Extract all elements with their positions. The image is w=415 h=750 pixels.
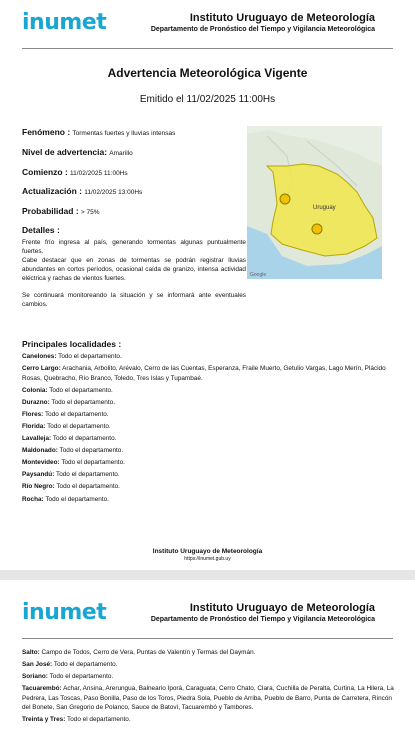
localidad-row	[22, 364, 394, 383]
localidad-text: Todo el departamento.	[44, 410, 109, 418]
page-separator	[0, 570, 415, 580]
details-heading: Detalles :	[22, 225, 60, 235]
probabilidad-label: Probabilidad :	[22, 206, 79, 216]
localidad-row	[22, 482, 394, 492]
document-page-2	[0, 580, 415, 750]
details-p1-text: Frente frío ingresa al país, generando tormentas algunas puntualmente fuertes.	[22, 239, 246, 255]
inumet-logo: inumet	[22, 10, 107, 35]
page-footer	[0, 548, 415, 562]
localidad-text: Todo el departamento.	[58, 353, 122, 360]
details-p3	[22, 291, 246, 309]
localidad-text: Todo el departamento.	[47, 422, 111, 430]
localidad-row	[22, 386, 394, 396]
localidad-dept: Paysandú:	[22, 471, 55, 479]
localidad-text: Todo el departamento.	[49, 673, 114, 681]
org-name: Instituto Uruguayo de Meteorología	[189, 12, 375, 24]
org-name-p2: Instituto Uruguayo de Meteorología	[189, 602, 375, 614]
localidad-text: Todo el departamento.	[56, 471, 120, 479]
document-title: Advertencia Meteorológica Vigente	[107, 66, 308, 80]
localidad-dept: Maldonado:	[22, 447, 58, 455]
localidad-dept: San José:	[22, 661, 53, 669]
field-actualizacion	[22, 186, 142, 196]
org-department: Departamento de Pronóstico del Tiempo y Vigilancia Meteorológica	[150, 26, 375, 33]
localidades-heading: Principales localidades :	[22, 339, 122, 349]
map-country-label: Uruguay	[313, 205, 336, 211]
nivel-label: Nivel de advertencia:	[22, 147, 108, 157]
localidad-row	[22, 352, 394, 362]
comienzo-label: Comienzo :	[22, 167, 68, 177]
actualizacion-label: Actualización :	[22, 186, 82, 196]
fenomeno-label: Fenómeno :	[22, 127, 71, 137]
localidad-text: Todo el departamento.	[56, 483, 120, 491]
localidades-continued	[22, 648, 394, 727]
localidad-dept: Río Negro:	[22, 483, 55, 491]
localidad-row	[22, 446, 394, 456]
localidad-row	[22, 715, 394, 725]
localidad-dept: Lavalleja:	[22, 435, 52, 443]
map-watermark: Google	[250, 272, 267, 278]
inumet-logo-p2: inumet	[22, 600, 107, 625]
header-divider	[22, 48, 393, 49]
localidad-text: Achar, Ansina, Arerungua, Balneario Iporá, Caraguata, Cerro Chato, Clara, Cuchilla de Peralta, Curtina, La Hilera, La Pedrera, Las Toscas, Paso Bonilla, Paso de los Toros, Piedra Sola, Pueblo de Arriba, Pueblo de Barro, Punta de Carretera, Rincón del Bonete, San Gregorio de Polanco, Sauce de Batoví, Tacuarembó y Tambores.	[22, 685, 394, 712]
footer-org: Instituto Uruguayo de Meteorología	[152, 548, 263, 555]
details-p2-text: Cabe destacar que en zonas de tormentas se podrán registrar lluvias abundantes en cortos períodos, ocasional caída de granizo, intensa actividad eléctrica y rachas de vientos fuertes.	[22, 257, 246, 282]
localidad-row	[22, 660, 394, 670]
field-comienzo	[22, 167, 128, 177]
localidad-text: Todo el departamento.	[49, 386, 113, 394]
localidad-row	[22, 398, 394, 408]
localidad-row	[22, 470, 394, 480]
localidad-row	[22, 458, 394, 468]
header-divider-p2	[22, 638, 393, 639]
org-header	[151, 12, 375, 33]
localidad-dept: Tacuarembó:	[22, 685, 62, 693]
warning-map[interactable]	[247, 126, 382, 279]
localidad-text: Todo el departamento.	[45, 495, 109, 503]
localidad-text: Todo el departamento.	[61, 459, 125, 467]
probabilidad-value: > 75%	[80, 209, 100, 216]
localidad-dept: Montevideo:	[22, 459, 60, 467]
localidad-dept: Treinta y Tres:	[22, 716, 66, 724]
localidad-row	[22, 434, 394, 444]
localidad-row	[22, 495, 394, 505]
issued-date: Emitido el 11/02/2025 11:00Hs	[139, 94, 276, 105]
localidad-row	[22, 684, 394, 713]
localidad-text: Todo el departamento.	[52, 435, 117, 443]
localidad-row	[22, 648, 394, 658]
details-p2	[22, 256, 246, 283]
localidad-text: Todo el departamento.	[59, 447, 124, 455]
localidad-text: Todo el departamento.	[67, 716, 131, 724]
localidad-dept: Canelones:	[22, 353, 57, 360]
nivel-value: Amarillo	[109, 150, 133, 157]
org-department-p2: Departamento de Pronóstico del Tiempo y Vigilancia Meteorológica	[150, 616, 375, 623]
field-probabilidad	[22, 206, 100, 216]
details-section	[22, 226, 246, 317]
field-fenomeno	[22, 127, 175, 137]
localidad-text: Todo el departamento.	[53, 661, 118, 669]
localidad-dept: Soriano:	[22, 673, 48, 681]
localidad-dept: Durazno:	[22, 398, 50, 406]
localidad-dept: Colonia:	[22, 386, 48, 394]
localidad-dept: Flores:	[22, 410, 44, 418]
details-p3-text: Se continuará monitoreando la situación y se informará ante eventuales cambios.	[22, 292, 246, 308]
fenomeno-value: Tormentas fuertes y lluvias intensas	[72, 130, 176, 137]
field-nivel	[22, 147, 133, 157]
actualizacion-value: 11/02/2025 13:00Hs	[84, 189, 143, 196]
localidad-row	[22, 422, 394, 432]
localidad-dept: Rocha:	[22, 495, 44, 503]
map-graphic	[247, 126, 382, 279]
localidad-row	[22, 672, 394, 682]
localidad-text: Todo el departamento.	[51, 398, 115, 406]
org-header-p2	[151, 602, 375, 623]
localidad-row	[22, 410, 394, 420]
localidad-dept: Salto:	[22, 649, 40, 656]
comienzo-value: 11/02/2025 11:00Hs	[70, 170, 128, 177]
details-p1	[22, 238, 246, 256]
localidades-list-page1	[22, 352, 394, 504]
localidades-list-page2	[22, 648, 394, 725]
footer-url[interactable]: https://inumet.gub.uy	[184, 556, 231, 562]
localidades-section	[22, 338, 394, 507]
localidad-text: Arachania, Arbolito, Arévalo, Cerro de las Cuentas, Esperanza, Fraile Muerto, Getulio Vargas, Lago Merín, Plácido Rosas, Quebracho, Río Branco, Toledo, Tres Islas y Tupambaé.	[22, 365, 386, 382]
localidad-text: Campo de Todos, Cerro de Vera, Puntas de Valentín y Termas del Daymán.	[41, 649, 256, 656]
localidad-dept: Florida:	[22, 422, 46, 430]
localidad-dept: Cerro Largo:	[22, 365, 61, 373]
